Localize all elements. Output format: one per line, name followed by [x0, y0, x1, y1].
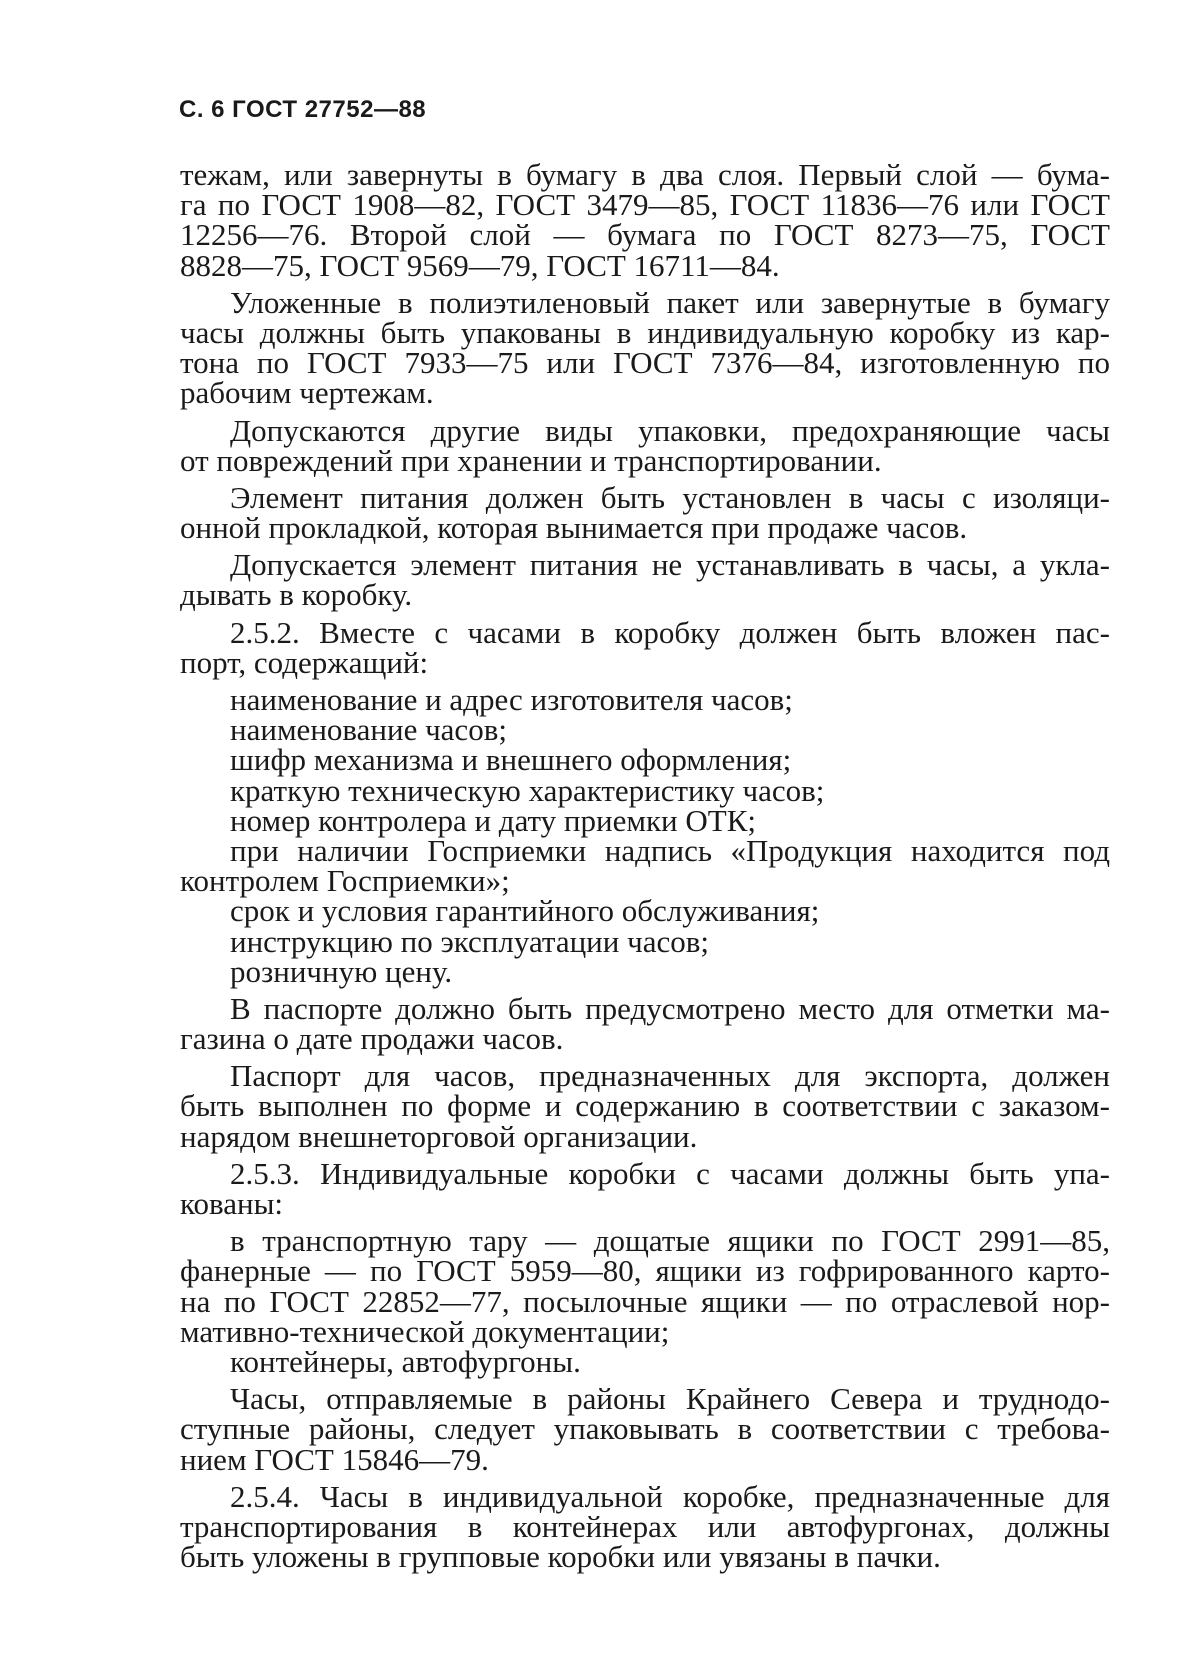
text-line: 12256—76. Второй слой — бумага по ГОСТ 8273—75, ГОСТ: [180, 217, 1110, 253]
text-line: наименование часов;: [230, 712, 507, 748]
text-line: при наличии Госприемки надпись «Продукция находится под: [230, 832, 1110, 868]
text-line: на по ГОСТ 22852—77, посылочные ящики — по отраслевой нор-: [180, 1283, 1110, 1319]
text-line: нарядом внешнеторговой организации.: [180, 1118, 698, 1154]
text-line: часы должны быть упакованы в индивидуальную коробку из кар-: [180, 314, 1110, 350]
text-line: Элемент питания должен быть установлен в часы с изоляци-: [230, 479, 1110, 515]
text-line: тежам, или завернуты в бумагу в два слоя. Первый слой — бума-: [180, 157, 1110, 192]
text-line: номер контролера и дату приемки ОТК;: [230, 802, 756, 838]
text-line: тона по ГОСТ 7933—75 или ГОСТ 7376—84, изготовленную по: [180, 345, 1110, 381]
text-line: онной прокладкой, которая вынимается при продаже часов.: [180, 510, 968, 546]
text-line: фанерные — по ГОСТ 5959—80, ящики из гофрированного карто-: [180, 1253, 1110, 1289]
text-line: 2.5.4. Часы в индивидуальной коробке, предназначенные для: [230, 1478, 1110, 1514]
text-line: рабочим чертежам.: [180, 375, 434, 411]
text-line: Паспорт для часов, предназначенных для экспорта, должен: [230, 1058, 1110, 1094]
text-line: розничную цену.: [230, 953, 453, 989]
text-line: инструкцию по эксплуатации часов;: [230, 923, 709, 959]
text-line: мативно-технической документации;: [180, 1313, 670, 1349]
text-line: газина о дате продажи часов.: [180, 1021, 564, 1057]
text-line: наименование и адрес изготовителя часов;: [230, 682, 793, 717]
text-line: 2.5.3. Индивидуальные коробки с часами должны быть упа-: [230, 1155, 1110, 1191]
text-line: Часы, отправляемые в районы Крайнего Севера и труднодо-: [230, 1381, 1110, 1417]
text-line: порт, содержащий:: [180, 644, 429, 680]
text-line: Допускается элемент питания не устанавливать в часы, а укла-: [230, 547, 1110, 583]
text-line: от повреждений при хранении и транспортировании.: [180, 442, 882, 478]
text-line: кованы:: [180, 1186, 284, 1221]
text-line: быть уложены в групповые коробки или увязаны в пачки.: [180, 1539, 941, 1575]
text-line: Уложенные в полиэтиленовый пакет или завернутые в бумагу: [230, 284, 1110, 320]
text-line: быть выполнен по форме и содержанию в соответствии с заказом-: [180, 1088, 1110, 1124]
text-line: контейнеры, автофургоны.: [230, 1343, 581, 1379]
body-text: [180, 157, 1110, 1575]
text-line: шифр механизма и внешнего оформления;: [230, 742, 792, 778]
text-line: нием ГОСТ 15846—79.: [180, 1441, 489, 1477]
text-line: транспортирования в контейнерах или автофургонах, должны: [180, 1508, 1110, 1544]
text-line: га по ГОСТ 1908—82, ГОСТ 3479—85, ГОСТ 11836—76 или ГОСТ: [180, 187, 1110, 223]
text-line: Допускаются другие виды упаковки, предохраняющие часы: [230, 412, 1110, 448]
text-line: ступные районы, следует упаковывать в соответствии с требова-: [180, 1411, 1110, 1447]
text-line: 2.5.2. Вместе с часами в коробку должен быть вложен пас-: [230, 614, 1110, 650]
text-line: краткую техническую характеристику часов;: [230, 772, 825, 808]
text-line: контролем Госприемки»;: [180, 863, 510, 899]
text-line: срок и условия гарантийного обслуживания;: [230, 893, 820, 929]
text-line: В паспорте должно быть предусмотрено место для отметки ма-: [230, 990, 1110, 1026]
text-line: дывать в коробку.: [180, 577, 413, 613]
text-line: в транспортную тару — дощатые ящики по ГОСТ 2991—85,: [230, 1223, 1110, 1259]
page-header: С. 6 ГОСТ 27752—88: [179, 96, 427, 123]
text-line: 8828—75, ГОСТ 9569—79, ГОСТ 16711—84.: [180, 247, 780, 283]
